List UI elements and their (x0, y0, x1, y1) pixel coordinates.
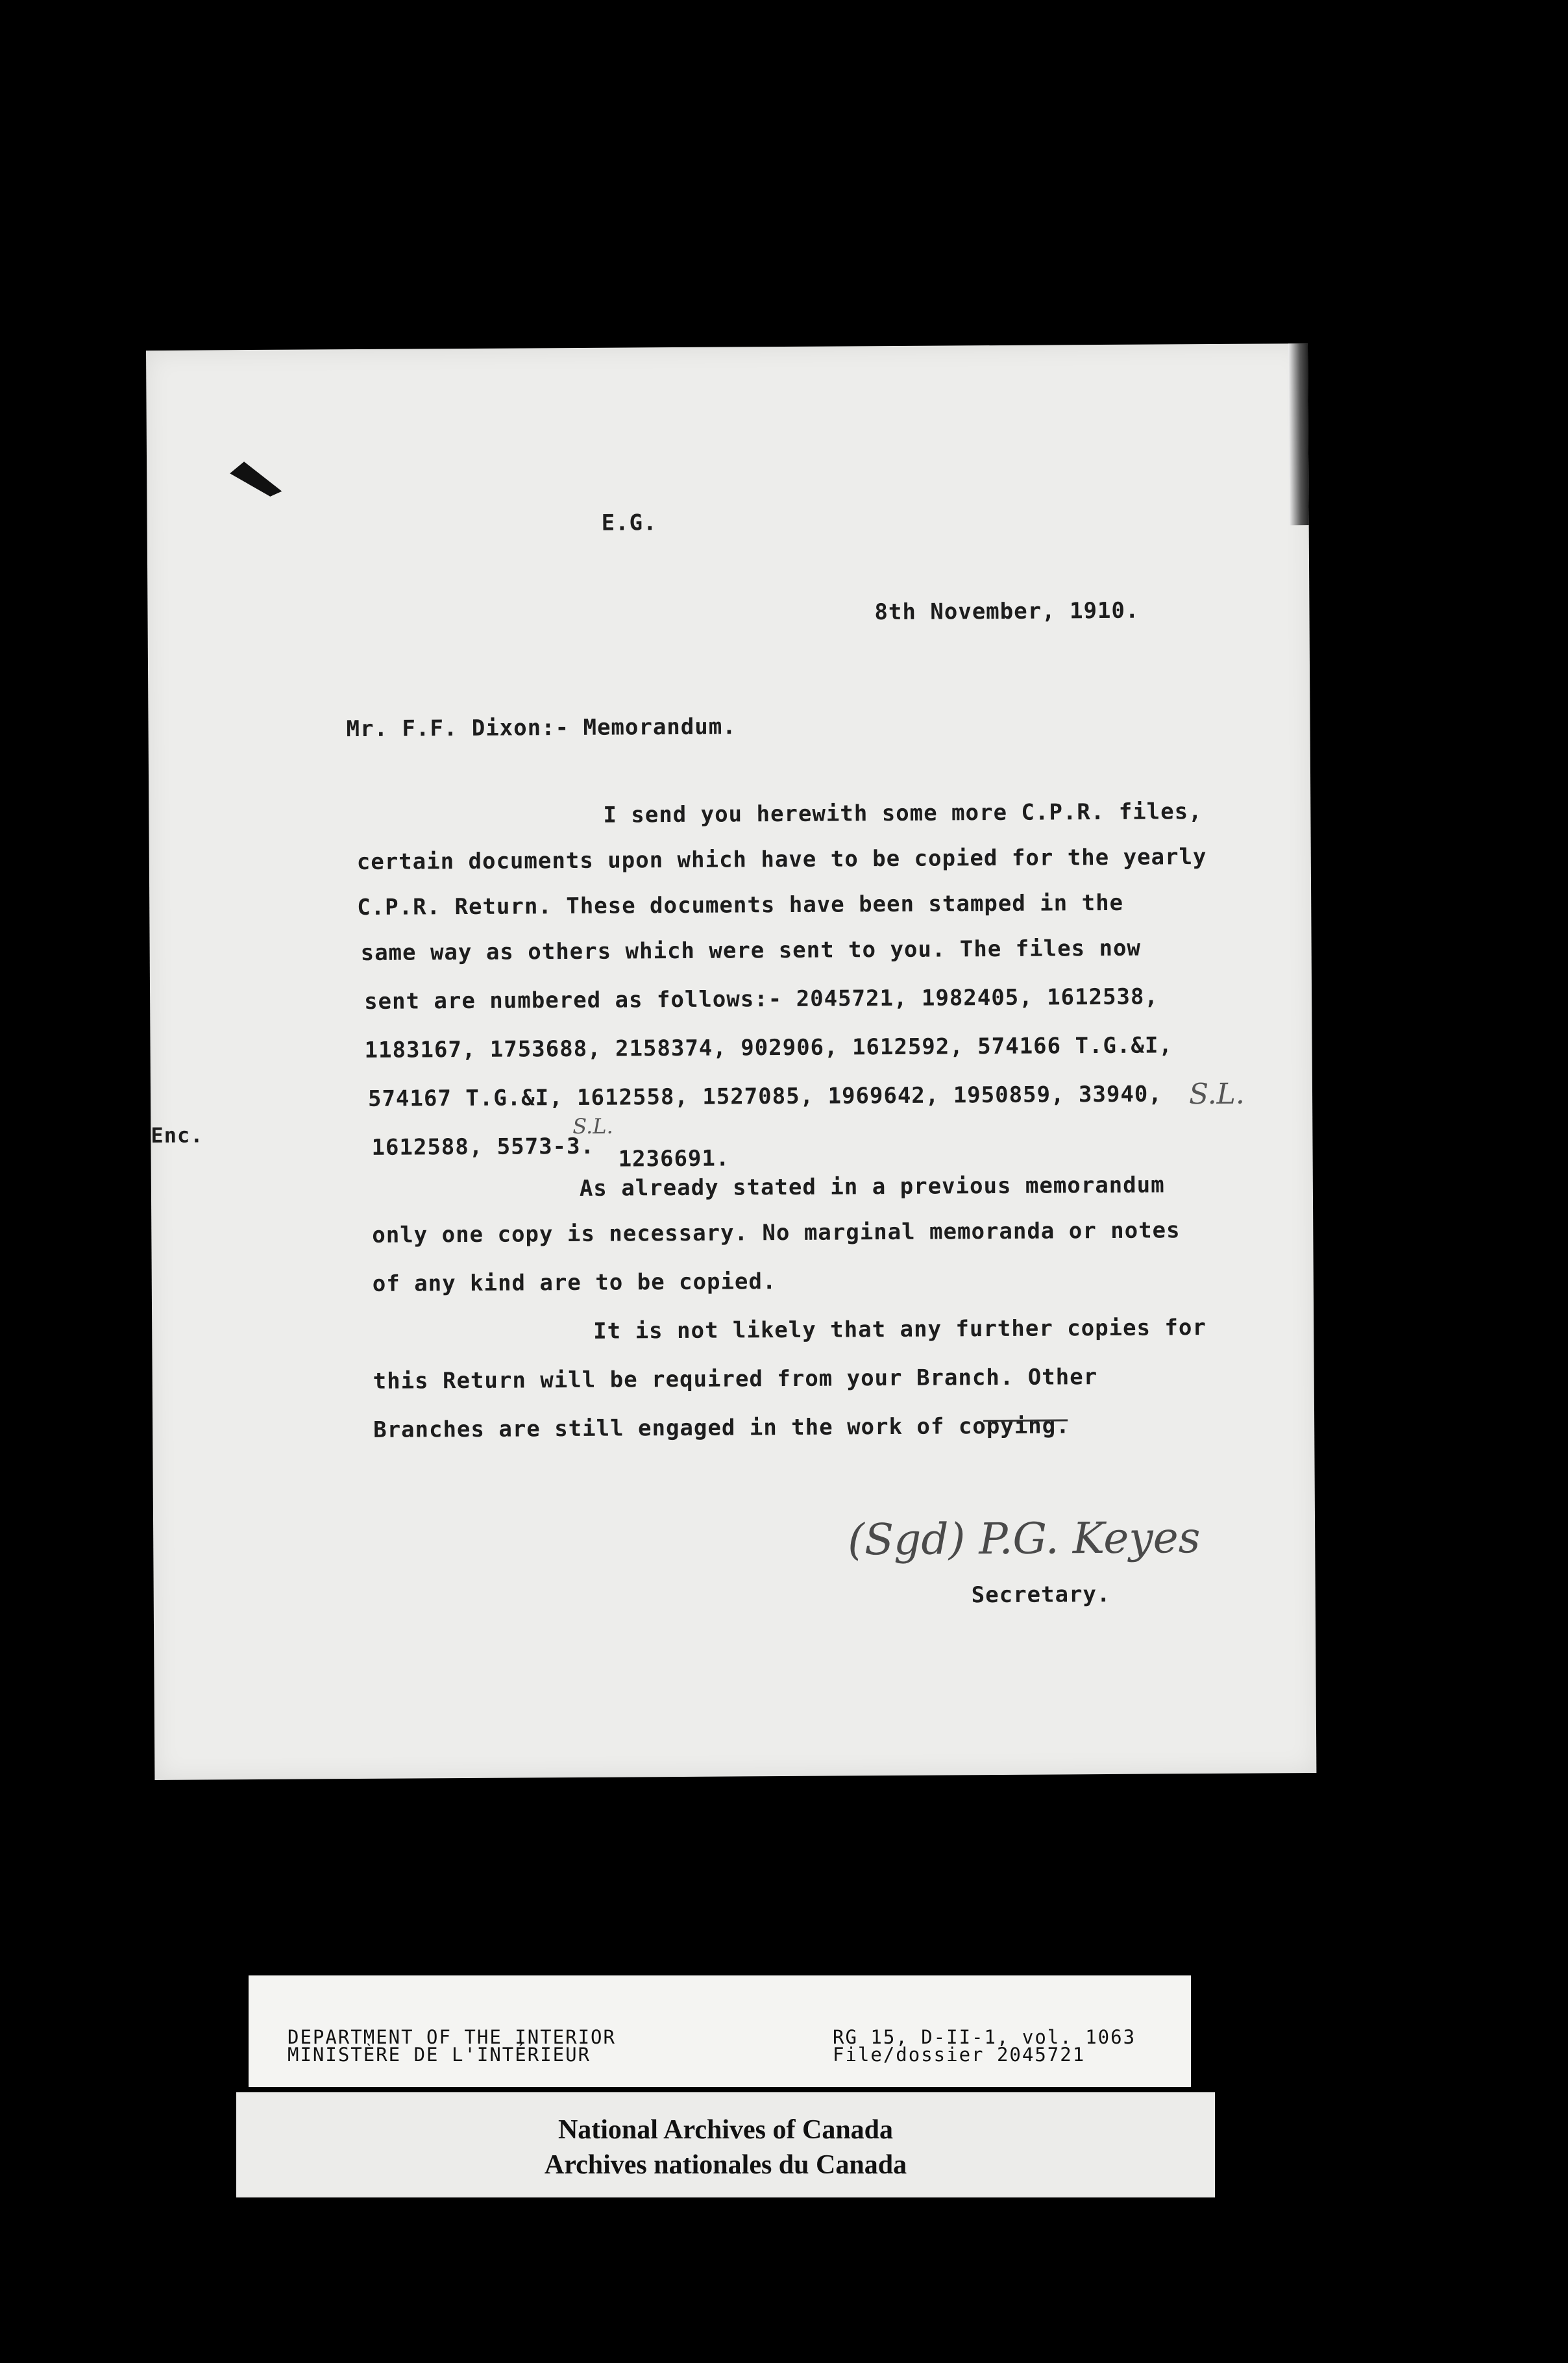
archive-caption-strip (249, 1975, 1191, 2087)
archive-name-en: National Archives of Canada (557, 2115, 894, 2145)
enclosure-label: Enc. (151, 1122, 204, 1148)
page-edge-shadow (1288, 343, 1309, 525)
document-page (146, 343, 1316, 1780)
body-line-9: As already stated in a previous memorandum (579, 1172, 1165, 1202)
margin-initials-handwritten: S.L. (1188, 1077, 1245, 1111)
file-reference: E.G. (601, 510, 657, 536)
body-line-6: 1183167, 1753688, 2158374, 902906, 1612592, 574166 T.G.&I, (364, 1032, 1173, 1063)
body-line-12: It is not likely that any further copies for (593, 1315, 1207, 1344)
body-line-14: Branches are still engaged in the work of copying. (373, 1413, 1070, 1443)
body-line-7: 574167 T.G.&I, 1612558, 1527085, 1969642, 1950859, 33940, (367, 1081, 1162, 1112)
body-line-3: C.P.R. Return. These documents have been stamped in the (357, 889, 1124, 921)
body-line-8: 1612588, 5573-3. (371, 1133, 595, 1161)
signature-title: Secretary. (971, 1581, 1111, 1609)
memo-date: 8th November, 1910. (874, 597, 1140, 626)
department-name-fr: MINISTÈRE DE L'INTÉRIEUR (288, 2044, 591, 2066)
body-line-11: of any kind are to be copied. (372, 1268, 777, 1297)
body-line-10: only one copy is necessary. No marginal memoranda or notes (372, 1217, 1181, 1248)
memo-addressee: Mr. F.F. Dixon:- Memorandum. (346, 713, 737, 743)
inserted-initials-handwritten: S.L. (572, 1113, 613, 1139)
archive-name-fr: Archives nationales du Canada (544, 2150, 907, 2180)
body-line-2: certain documents upon which have to be copied for the yearly (356, 844, 1207, 876)
signature-handwritten: (Sgd) P.G. Keyes (847, 1513, 1201, 1565)
body-line-1: I send you herewith some more C.P.R. files, (603, 798, 1203, 828)
body-line-5: sent are numbered as follows:- 2045721, 1982405, 1612538, (364, 984, 1159, 1015)
record-group-reference: RG 15, D-II-1, vol. 1063 (833, 2026, 1136, 2048)
punch-hole-mark-icon (225, 454, 289, 506)
inserted-file-number: 1236691. (618, 1145, 730, 1172)
file-dossier-number: File/dossier 2045721 (833, 2044, 1086, 2066)
archive-name-strip (236, 2092, 1215, 2197)
body-line-13: this Return will be required from your Branch. Other (373, 1364, 1098, 1394)
department-name-en: DEPARTMENT OF THE INTERIOR (288, 2026, 616, 2048)
body-line-4: same way as others which were sent to you. The files now (360, 935, 1142, 966)
